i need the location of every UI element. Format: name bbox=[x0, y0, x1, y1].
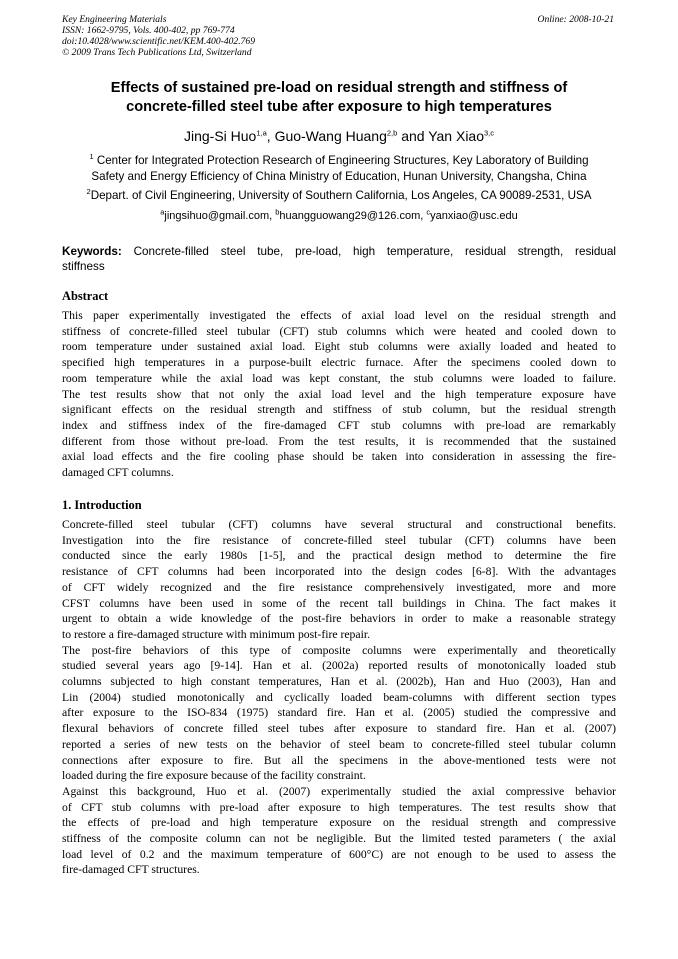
publication-info bbox=[62, 14, 382, 58]
email-list: $^a$jingsihuo@gmail.com, $^b$huangguowang29@126.com, $^c$yanxiao@usc.edu bbox=[160, 207, 518, 222]
abstract-body bbox=[62, 308, 616, 481]
text-line: flexural behaviors of concrete filled steel tubes after exposure to standard fire. Han et al. (2007) bbox=[62, 722, 616, 736]
keywords-label: Keywords: bbox=[62, 245, 122, 258]
text-line: The post-fire behaviors of this type of composite columns were experimentally and theoretically bbox=[62, 643, 616, 657]
text-line: of CFT stub columns with pre-load after exposure to high temperatures. The test results show that bbox=[62, 800, 616, 814]
text-line: room temperature while the axial load was kept constant, the stub columns were loaded to failure. bbox=[62, 371, 616, 385]
journal-name: Key Engineering Materials bbox=[62, 14, 167, 25]
keywords-text: Concrete-filled steel tube, pre-load, high temperature, residual strength, residual bbox=[121, 245, 616, 258]
email-b[interactable]: huangguowang29@126.com bbox=[279, 210, 421, 222]
text-line: columns subjected to high constant temperatures, Han et al. (2002b), Han and Huo (2003), Han and bbox=[62, 675, 616, 689]
introduction-heading: 1. Introduction bbox=[62, 498, 142, 512]
affiliation-2 bbox=[62, 188, 616, 204]
text-line: index and stiffness index of the fire-damaged CFT stub columns with pre-load are remarkably bbox=[62, 418, 616, 432]
text-line: CFST columns have been used in some of the recent tall buildings in China. The fact makes it bbox=[62, 596, 616, 610]
author-3-name: Yan Xiao bbox=[428, 128, 484, 144]
text-line: conducted since the early 1980s [1-5], and the practical design method to determine the fire bbox=[62, 549, 616, 563]
text-line: urgent to obtain a wide knowledge of the post-fire behaviors in order to make a reasonable strategy bbox=[62, 612, 616, 626]
title-line-2: concrete-filled steel tube after exposure to high temperatures bbox=[126, 99, 552, 115]
online-date: Online: 2008-10-21 bbox=[537, 14, 614, 25]
abstract-heading: Abstract bbox=[62, 289, 109, 303]
text-line: The test results show that not only the axial load level and the high temperature exposure have bbox=[62, 387, 616, 401]
keywords bbox=[62, 245, 616, 275]
issn-line: ISSN: 1662-9795, Vols. 400-402, pp 769-774 bbox=[62, 25, 235, 36]
text-line: of CFT widely recognized and the fire resistance comprehensively investigated, more and more bbox=[62, 580, 616, 594]
intro-paragraph-1 bbox=[62, 517, 616, 643]
text-line: to restore a fire-damaged structure with minimum post-fire repair. bbox=[62, 627, 370, 641]
intro-paragraph-3 bbox=[62, 784, 616, 878]
text-line: fire-damaged CFT structures. bbox=[62, 863, 200, 877]
affiliation-2-text: Depart. of Civil Engineering, University of Southern California, Los Angeles, CA 90089-2531, USA bbox=[90, 189, 592, 202]
affiliation-1-line-1: Center for Integrated Protection Research of Engineering Structures, Key Laboratory of Building bbox=[93, 154, 589, 167]
text-line: after exposure to the ISO-834 (1975) standard fire. Han et al. (2005) studied the compressive and bbox=[62, 706, 616, 720]
text-line: different from those without pre-load. From the test results, it is recommended that the sustained bbox=[62, 434, 616, 448]
copyright-line: © 2009 Trans Tech Publications Ltd, Switzerland bbox=[62, 47, 252, 58]
author-3-affil: 3,c bbox=[484, 128, 495, 138]
text-line: stiffness of concrete-filled steel tubular (CFT) stub columns which were heated and cooled down to bbox=[62, 324, 616, 338]
email-a[interactable]: jingsihuo@gmail.com bbox=[164, 210, 270, 222]
author-2-affil: 2,b bbox=[386, 128, 398, 138]
intro-paragraph-2 bbox=[62, 643, 616, 784]
text-line: damaged CFT columns. bbox=[62, 466, 174, 480]
text-line: room temperature under sustained axial load. Eight stub columns were axially loaded and heated to bbox=[62, 340, 616, 354]
author-list bbox=[62, 126, 616, 146]
text-line: stiffness of the composite column can not be negligible. But the limited tested parameters ( the axial bbox=[62, 832, 616, 846]
text-line: significant effects on the residual strength and stiffness of stub column, but the residual strength bbox=[62, 403, 616, 417]
text-line: specified high temperatures in a purpose-built electric furnace. After the specimens cooled down to bbox=[62, 356, 616, 370]
introduction-body bbox=[62, 517, 616, 878]
abstract-paragraph bbox=[62, 308, 616, 481]
text-line: connections after exposure to fire. But all the specimens in the above-mentioned tests were not bbox=[62, 753, 616, 767]
affiliation-1-number: 1 bbox=[89, 152, 94, 162]
author-1-affil: 1,a bbox=[256, 128, 267, 138]
text-line: Investigation into the fire resistance of concrete-filled steel tubular (CFT) columns have been bbox=[62, 533, 616, 547]
affiliation-2-number: 2 bbox=[86, 187, 91, 197]
text-line: Against this background, Huo et al. (2007) experimentally studied the axial compressive behavior bbox=[62, 784, 616, 798]
email-c[interactable]: yanxiao@usc.edu bbox=[430, 210, 518, 222]
text-line: Concrete-filled steel tubular (CFT) columns have several structural and constructional benefits. bbox=[62, 518, 616, 531]
text-line: axial load effects and the fire cooling phase should be taken into consideration in assessing the fire- bbox=[62, 450, 616, 464]
author-2-name: Guo-Wang Huang bbox=[274, 128, 387, 144]
affiliation-1 bbox=[62, 153, 616, 185]
text-line: load level of 0.2 and the maximum temperature of 600°C) are not enough to be used to assess the bbox=[62, 847, 616, 861]
text-line: studied several years ago [9-14]. Han et al. (2002a) reported results of monotonically loaded stub bbox=[62, 659, 616, 673]
paper-title bbox=[62, 79, 616, 117]
text-line: loaded during the fire exposure because of the facility constraint. bbox=[62, 769, 366, 783]
text-line: reported a series of new tests on the behavior of steel beam to concrete-filled steel tubular column bbox=[62, 737, 616, 751]
affiliation-1-line-2: Safety and Energy Efficiency of China Ministry of Education, Hunan University, Changsha, China bbox=[91, 170, 587, 183]
author-separator: , bbox=[266, 128, 275, 144]
doi-line: doi:10.4028/www.scientific.net/KEM.400-402.769 bbox=[62, 36, 256, 47]
text-line: resistance of CFT columns had been incorporated into the design codes [6-8]. With the advantages bbox=[62, 565, 616, 579]
author-1-name: Jing-Si Huo bbox=[183, 128, 257, 144]
text-line: Lin (2004) studied monotonically and cyclically loaded beam-columns with different section types bbox=[62, 690, 616, 704]
text-line: the effects of pre-load and high temperature exposure on the residual strength and compressive bbox=[62, 816, 616, 830]
keywords-text-cont: stiffness bbox=[62, 259, 105, 273]
title-line-1: Effects of sustained pre-load on residual strength and stiffness of bbox=[110, 80, 568, 96]
author-separator: and bbox=[397, 128, 429, 144]
text-line: This paper experimentally investigated the effects of axial load level on the residual strength and bbox=[62, 309, 616, 322]
